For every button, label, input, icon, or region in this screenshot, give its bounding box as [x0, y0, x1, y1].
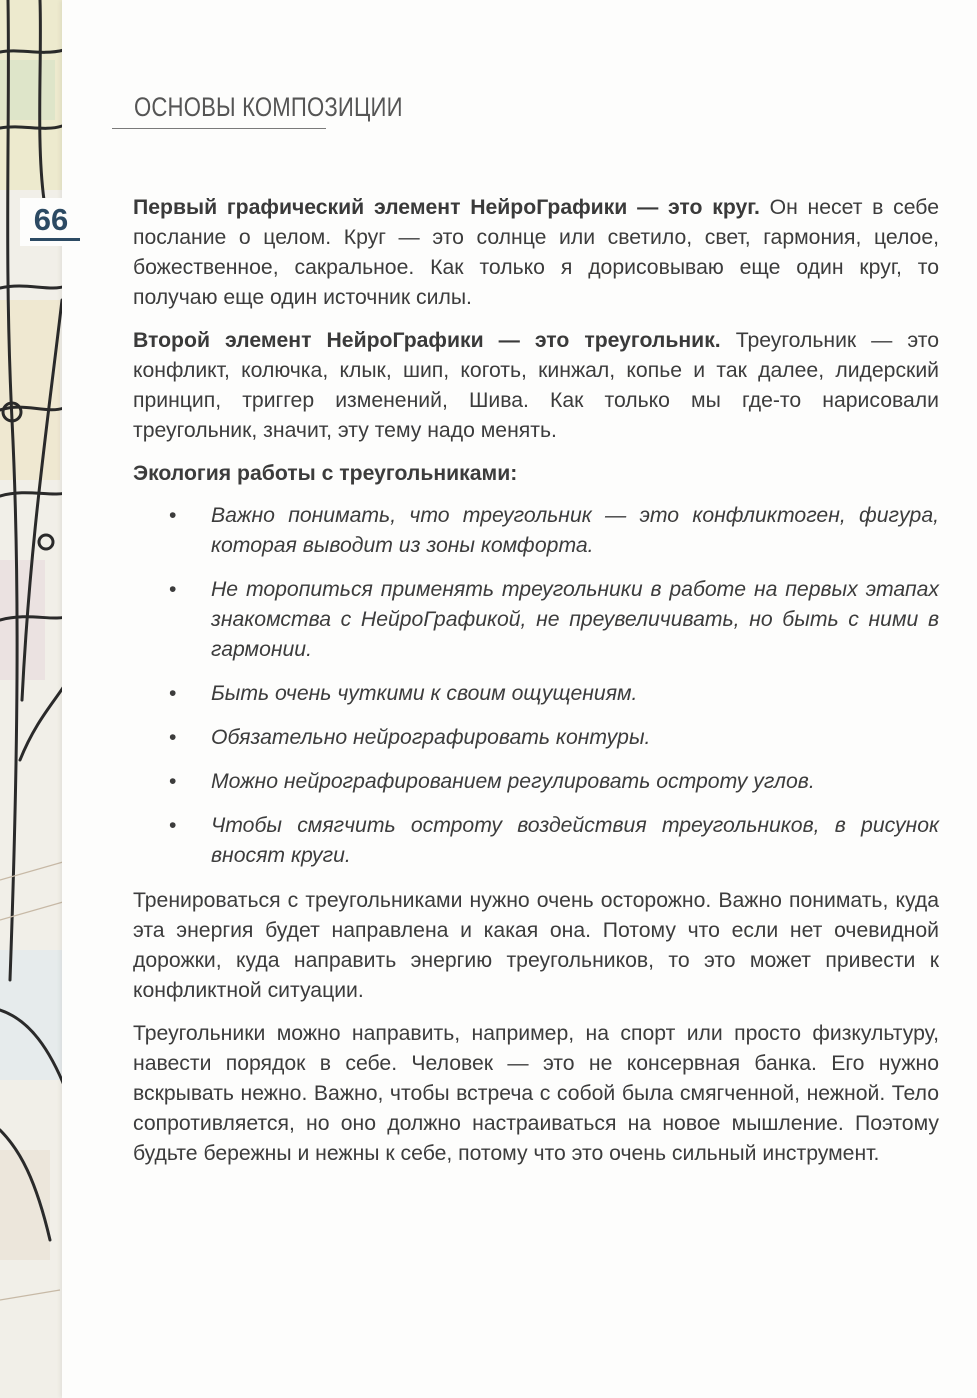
paragraph-training: Тренироваться с треугольниками нужно очень осторожно. Важно понимать, куда эта энергия будет направлена и какая она. Потому что если нет очевидной дорожки, куда направить энергию треугольников, то это может привести к конфликтной ситуации.	[133, 889, 939, 1002]
list-item: • Можно нейрографированием регулировать остроту углов.	[133, 767, 939, 797]
bullet-marker: •	[169, 770, 177, 793]
page-number: 66	[20, 198, 82, 246]
running-head-rule	[112, 128, 326, 129]
bullet-marker: •	[169, 682, 177, 705]
ecology-list	[133, 501, 939, 871]
bullet-marker: •	[169, 814, 177, 837]
running-head: ОСНОВЫ КОМПОЗИЦИИ	[134, 92, 403, 122]
list-item: • Чтобы смягчить остроту воздействия треугольников, в рисунок вносят круги.	[133, 811, 939, 871]
ecology-heading: Экология работы с треугольниками:	[133, 462, 518, 485]
paragraph-triangle-lead: Второй элемент НейроГрафики — это треугольник.	[133, 329, 721, 352]
bullet-marker: •	[169, 578, 177, 601]
paragraph-triangle	[133, 326, 939, 446]
list-item: • Важно понимать, что треугольник — это конфликтоген, фигура, которая выводит из зоны комфорта.	[133, 501, 939, 561]
list-item: • Не торопиться применять треугольники в работе на первых этапах знакомства с НейроГрафикой, не преувеличивать, но быть с ними в гармонии.	[133, 575, 939, 665]
paragraph-triangle-text: Треугольник — это конфликт, колючка, клык, шип, коготь, кинжал, копье и так далее, лидерский принцип, триггер изменений, Шива. Как только мы где-то нарисовали треугольник, значит, эту тему надо менять.	[133, 329, 939, 442]
body-text	[133, 193, 939, 1182]
paragraph-circle-lead: Первый графический элемент НейроГрафики — это круг.	[133, 196, 760, 219]
paragraph-circle-text: Он несет в себе послание о целом. Круг — это солнце или светило, свет, гармония, целое, божественное, сакральное. Как только я дорисовываю еще один круг, то получаю еще один источник силы.	[133, 196, 939, 309]
paragraph-direction: Треугольники можно направить, например, на спорт или просто физкультуру, навести порядок в себе. Человек — это не консервная банка. Его нужно вскрывать нежно. Важно, чтобы встреча с собой была смягченной, нежной. Тело сопротивляется, но оно должно настраиваться на новое мышление. Поэтому будьте бережны и нежны к себе, потому что это очень сильный инструмент.	[133, 1022, 939, 1165]
bullet-marker: •	[169, 504, 177, 527]
bullet-marker: •	[169, 726, 177, 749]
list-item: • Быть очень чуткими к своим ощущениям.	[133, 679, 939, 709]
page-number-underline	[30, 238, 80, 241]
paragraph-circle	[133, 193, 939, 313]
list-item: • Обязательно нейрографировать контуры.	[133, 723, 939, 753]
